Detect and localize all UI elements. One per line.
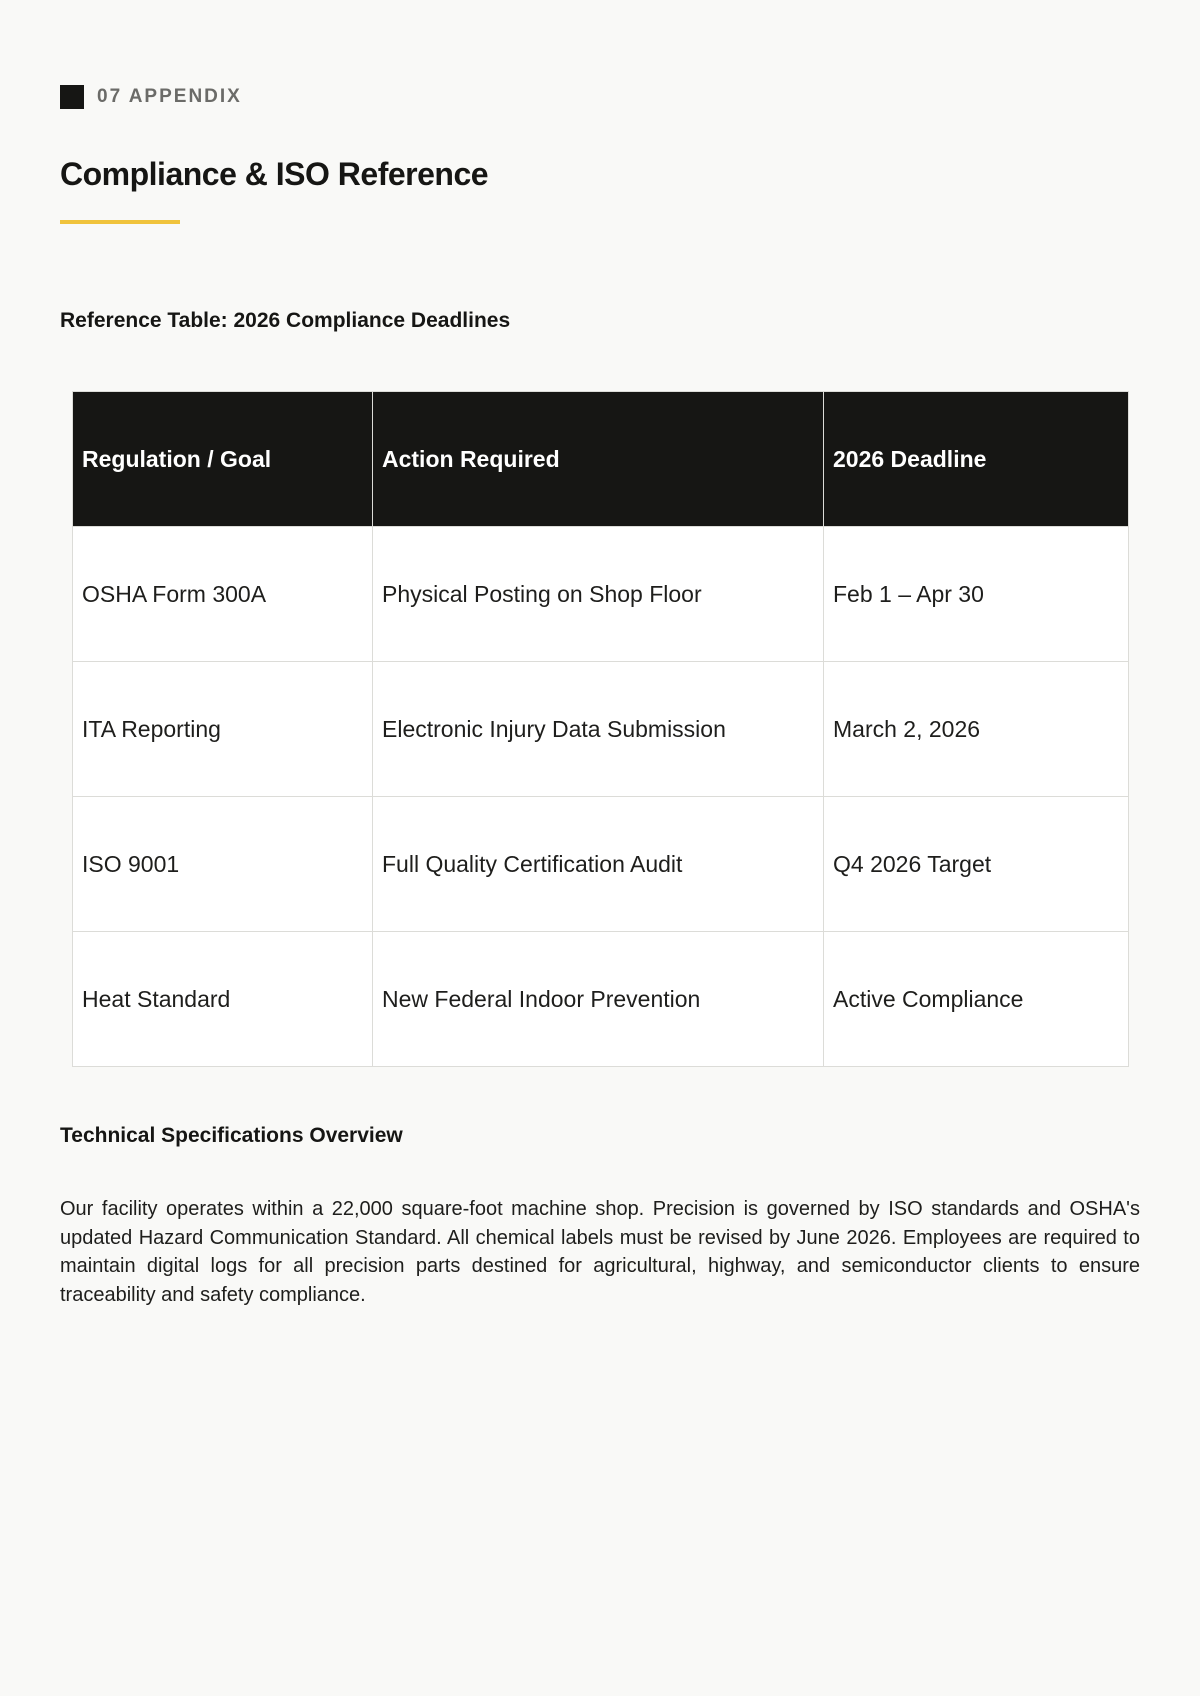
section-marker-square [60, 85, 84, 109]
cell-deadline: Feb 1 – Apr 30 [824, 527, 1129, 662]
cell-deadline: March 2, 2026 [824, 662, 1129, 797]
page-title: Compliance & ISO Reference [60, 156, 489, 192]
cell-deadline: Q4 2026 Target [824, 797, 1129, 932]
section-label [60, 84, 242, 110]
compliance-deadlines-table [72, 391, 1129, 1067]
cell-action: Electronic Injury Data Submission [373, 662, 824, 797]
section-label-text: 07 APPENDIX [97, 86, 242, 107]
column-header-action: Action Required [373, 392, 824, 527]
table-row [73, 932, 1129, 1067]
cell-regulation: ISO 9001 [73, 797, 373, 932]
specifications-heading: Technical Specifications Overview [60, 1124, 403, 1147]
cell-regulation: ITA Reporting [73, 662, 373, 797]
column-header-regulation: Regulation / Goal [73, 392, 373, 527]
cell-regulation: Heat Standard [73, 932, 373, 1067]
cell-action: Full Quality Certification Audit [373, 797, 824, 932]
table-row [73, 527, 1129, 662]
title-accent-underline [60, 220, 180, 224]
cell-action: New Federal Indoor Prevention [373, 932, 824, 1067]
table-row [73, 662, 1129, 797]
cell-action: Physical Posting on Shop Floor [373, 527, 824, 662]
cell-deadline: Active Compliance [824, 932, 1129, 1067]
cell-regulation: OSHA Form 300A [73, 527, 373, 662]
reference-table-heading: Reference Table: 2026 Compliance Deadlines [60, 309, 511, 332]
specifications-paragraph: Our facility operates within a 22,000 square-foot machine shop. Precision is governed by ISO standards and OSHA's updated Hazard Communication Standard. All chemical labels must be revised by June 2026. Employees are required to maintain digital logs for all precision parts destined for agricultural, highway, and semiconductor clients to ensure traceability and safety compliance. [60, 1198, 1140, 1306]
column-header-deadline: 2026 Deadline [824, 392, 1129, 527]
table-row [73, 797, 1129, 932]
table-header-row [73, 392, 1129, 527]
